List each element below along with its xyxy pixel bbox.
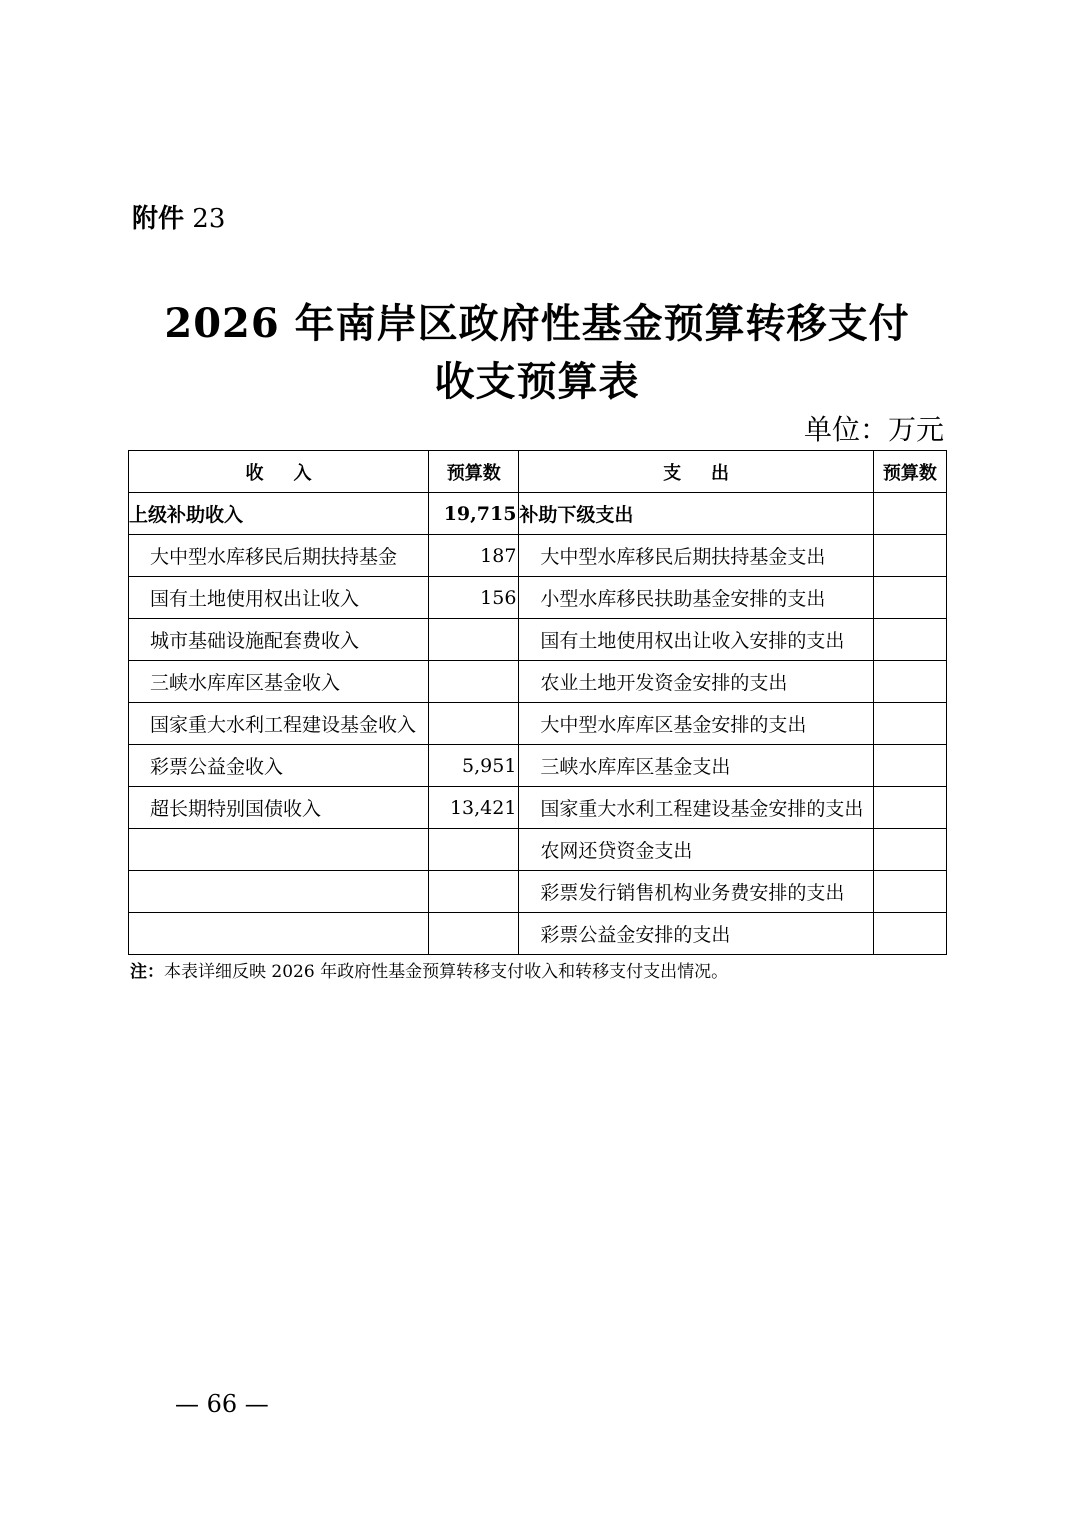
expense-amount-cell	[873, 787, 946, 829]
expense-cell: 农网还贷资金支出	[519, 829, 873, 871]
income-cell: 彩票公益金收入	[129, 745, 429, 787]
attachment-word: 附件	[132, 204, 185, 234]
header-expense: 支出	[519, 451, 873, 493]
expense-amount-cell	[873, 871, 946, 913]
table-note	[130, 957, 728, 982]
header-income: 收入	[129, 451, 429, 493]
expense-amount-cell	[873, 661, 946, 703]
expense-amount-cell	[873, 913, 946, 955]
expense-amount-cell	[873, 493, 946, 535]
income-amount-cell	[429, 661, 519, 703]
attachment-number: 23	[192, 204, 226, 234]
expense-amount-cell	[873, 577, 946, 619]
expense-amount-cell	[873, 829, 946, 871]
income-cell: 国有土地使用权出让收入	[129, 577, 429, 619]
income-amount-cell: 156	[429, 577, 519, 619]
page-title-line1: 2026 年南岸区政府性基金预算转移支付	[164, 300, 910, 347]
income-amount-cell	[429, 871, 519, 913]
income-amount-cell: 187	[429, 535, 519, 577]
table-row	[129, 745, 947, 787]
expense-cell: 农业土地开发资金安排的支出	[519, 661, 873, 703]
income-cell: 国家重大水利工程建设基金收入	[129, 703, 429, 745]
table-row	[129, 829, 947, 871]
expense-cell: 补助下级支出	[519, 493, 873, 535]
table-row	[129, 661, 947, 703]
expense-cell: 大中型水库移民后期扶持基金支出	[519, 535, 873, 577]
expense-cell: 彩票公益金安排的支出	[519, 913, 873, 955]
income-cell: 超长期特别国债收入	[129, 787, 429, 829]
income-cell: 城市基础设施配套费收入	[129, 619, 429, 661]
income-amount-cell	[429, 619, 519, 661]
table-row	[129, 619, 947, 661]
header-expense-amount: 预算数	[873, 451, 946, 493]
expense-cell: 国家重大水利工程建设基金安排的支出	[519, 787, 873, 829]
budget-table	[128, 450, 947, 955]
note-label: 注：	[130, 962, 164, 982]
expense-cell: 大中型水库库区基金安排的支出	[519, 703, 873, 745]
table-row	[129, 577, 947, 619]
page-title-line2: 收支预算表	[434, 358, 640, 405]
income-amount-cell: 5,951	[429, 745, 519, 787]
income-amount-cell: 13,421	[429, 787, 519, 829]
expense-amount-cell	[873, 745, 946, 787]
income-cell	[129, 871, 429, 913]
expense-amount-cell	[873, 535, 946, 577]
expense-amount-cell	[873, 619, 946, 661]
income-amount-cell: 19,715	[429, 493, 519, 535]
header-income-amount: 预算数	[429, 451, 519, 493]
income-cell: 大中型水库移民后期扶持基金	[129, 535, 429, 577]
table-row	[129, 913, 947, 955]
page-number: — 66 —	[175, 1390, 269, 1418]
table-row	[129, 535, 947, 577]
income-cell	[129, 829, 429, 871]
attachment-label	[132, 198, 225, 235]
income-cell: 三峡水库库区基金收入	[129, 661, 429, 703]
table-row	[129, 493, 947, 535]
income-cell: 上级补助收入	[129, 493, 429, 535]
table-row	[129, 703, 947, 745]
income-amount-cell	[429, 703, 519, 745]
expense-cell: 国有土地使用权出让收入安排的支出	[519, 619, 873, 661]
expense-cell: 彩票发行销售机构业务费安排的支出	[519, 871, 873, 913]
table-row	[129, 787, 947, 829]
unit-label: 单位：万元	[803, 413, 944, 446]
expense-cell: 三峡水库库区基金支出	[519, 745, 873, 787]
income-cell	[129, 913, 429, 955]
table-row	[129, 871, 947, 913]
expense-cell: 小型水库移民扶助基金安排的支出	[519, 577, 873, 619]
income-amount-cell	[429, 829, 519, 871]
table-header-row	[129, 451, 947, 493]
note-text: 本表详细反映 2026 年政府性基金预算转移支付收入和转移支付支出情况。	[164, 962, 729, 982]
income-amount-cell	[429, 913, 519, 955]
expense-amount-cell	[873, 703, 946, 745]
